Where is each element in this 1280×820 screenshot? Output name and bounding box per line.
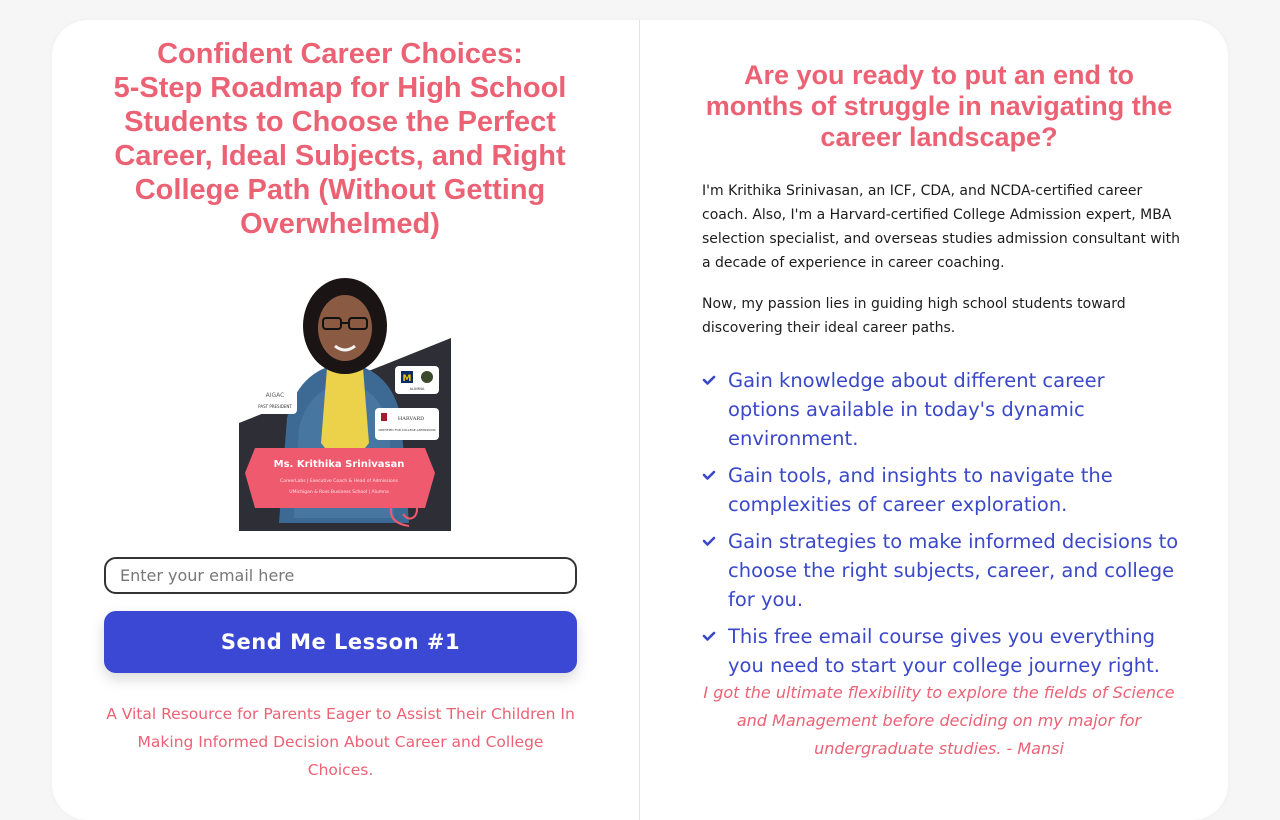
check-icon [702,468,716,482]
check-icon [702,534,716,548]
check-icon [702,373,716,387]
send-lesson-button[interactable]: Send Me Lesson #1 [104,611,577,673]
section-heading: Are you ready to put an end to months of struggle in navigating the career landscape? [705,60,1173,152]
benefit-text: This free email course gives you everything you need to start your college journey right. [728,625,1160,677]
svg-text:CareerLabs | Executive Coach &: CareerLabs | Executive Coach & Head of Admissions [280,479,398,484]
email-input[interactable] [104,557,577,594]
benefit-item [702,461,1182,519]
svg-text:Ms. Krithika Srinivasan: Ms. Krithika Srinivasan [273,459,405,470]
bio-paragraph-1: I'm Krithika Srinivasan, an ICF, CDA, and NCDA-certified career coach. Also, I'm a Harvard-certified College Admission expert, MBA selection specialist, and overseas studies admission consultant with a decade of experience in career coaching. [702,183,1180,271]
title-line-1: Confident Career Choices: [157,38,523,70]
svg-text:ALUMNA: ALUMNA [409,387,425,391]
svg-text:CERTIFIED FOR COLLEGE ADMISSIO: CERTIFIED FOR COLLEGE ADMISSIONS [378,428,436,432]
left-column [52,20,640,820]
benefit-text: Gain knowledge about different career options available in today's dynamic environment. [728,369,1105,450]
svg-text:PAST PRESIDENT: PAST PRESIDENT [258,404,292,409]
benefit-text: Gain tools, and insights to navigate the complexities of career exploration. [728,464,1113,516]
benefit-item [702,366,1182,453]
coach-photo [239,268,451,531]
benefit-text: Gain strategies to make informed decisions to choose the right subjects, career, and college for you. [728,530,1179,611]
testimonial-quote: I got the ultimate flexibility to explore the fields of Science and Management before deciding on my major for undergraduate studies. - Mansi [703,683,1175,758]
svg-text:HARVARD: HARVARD [397,416,425,422]
landing-card [52,20,1228,820]
benefits-list [702,366,1182,688]
bio-paragraph-2: Now, my passion lies in guiding high school students toward discovering their ideal career paths. [702,296,1126,336]
parents-subtext: A Vital Resource for Parents Eager to Assist Their Children In Making Informed Decision About Career and College Choices. [106,705,575,779]
benefit-item [702,622,1182,680]
title-rest: 5-Step Roadmap for High School Students to Choose the Perfect Career, Ideal Subjects, and Right College Path (Without Getting Overwhelmed) [113,72,567,240]
page-title [104,37,576,241]
svg-text:M: M [402,374,412,384]
right-column [640,20,1228,820]
check-icon [702,629,716,643]
svg-text:UMichigan & Ross Business Scho: UMichigan & Ross Business School | Alumna [289,490,389,495]
svg-text:AIGAC: AIGAC [265,392,285,399]
benefit-item [702,527,1182,614]
